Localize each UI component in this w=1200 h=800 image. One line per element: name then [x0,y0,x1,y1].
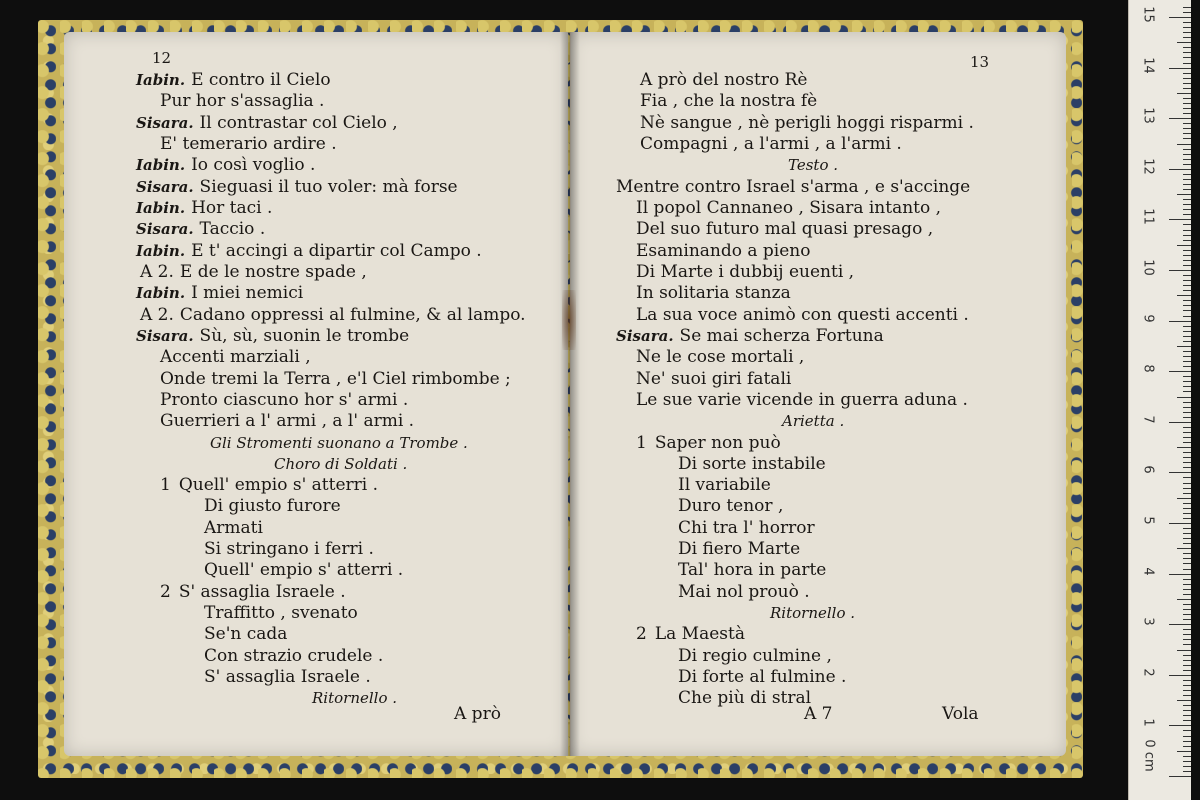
ruler-tick [1177,194,1191,195]
ruler-tick [1183,508,1191,509]
verse-line: Ne' suoi giri fatali [636,369,792,389]
ruler-tick [1183,22,1191,23]
verse-text: Onde tremi la Terra , e'l Ciel rimbombe ; [160,369,511,389]
verse-text: Quell' empio s' atterri . [178,475,379,495]
ruler-tick [1169,523,1191,524]
ruler-tick [1183,766,1191,767]
ruler-tick [1183,290,1191,291]
ruler-tick [1183,543,1191,544]
ruler-tick [1183,660,1191,661]
verse-text: I miei nemici [191,283,304,303]
ruler-tick [1177,548,1191,549]
verse-line [136,241,482,261]
gutter-stain [562,290,576,350]
ruler-tick [1183,149,1191,150]
ruler-tick [1183,83,1191,84]
ruler-tick [1183,604,1191,605]
ruler-tick [1177,599,1191,600]
verse-text: Sù, sù, suonin le trombe [199,326,410,346]
ruler-tick [1169,371,1191,372]
ruler-tick [1183,73,1191,74]
ruler-tick [1183,37,1191,38]
ruler-label: 4 [1140,566,1156,576]
verse-text: Io così voglio . [191,155,316,175]
ruler-tick [1169,17,1191,18]
verse-text: Con strazio crudele . [204,646,384,666]
verse-line: Fia , che la nostra fè [640,91,818,111]
ruler-tick [1183,736,1191,737]
ruler-tick [1183,300,1191,301]
verse-line: Del suo futuro mal quasi presago , [636,219,934,239]
verse-text: Quell' empio s' atterri . [204,560,404,580]
ruler-tick [1177,650,1191,651]
verse-line [140,262,367,282]
ruler-tick [1169,675,1191,676]
ruler-tick [1177,700,1191,701]
ruler-tick [1183,503,1191,504]
ruler-tick [1183,128,1191,129]
ruler-label: 11 [1140,208,1156,226]
ruler-tick [1183,720,1191,721]
speaker-label: Iabin. [136,199,186,217]
ruler-tick [1183,204,1191,205]
verse-line [136,113,398,133]
ruler-tick [1183,386,1191,387]
ruler-tick [1183,483,1191,484]
ruler-tick [1183,285,1191,286]
ruler-tick [1169,574,1191,575]
verse-text: La Maestà [654,624,745,644]
ruler-tick [1183,513,1191,514]
ruler-tick [1169,776,1191,777]
ruler-tick [1169,472,1191,473]
verse-line [204,496,341,516]
ruler-label: 5 [1140,516,1156,525]
ruler-label: 6 [1140,465,1156,475]
verse-text: E de le nostre spade , [179,262,367,282]
ruler-tick [1177,144,1191,145]
verse-line [616,326,884,346]
stanza-number: 2 [636,624,647,644]
speaker-label: Iabin. [136,242,186,260]
book-gutter [560,32,580,756]
ruler-label: 12 [1140,158,1156,175]
ruler-tick [1183,27,1191,28]
speaker-label: Sisara. [136,114,194,132]
signature-mark: A 7 [804,704,833,724]
ruler-label: 9 [1140,313,1156,323]
ruler-tick [1169,270,1191,271]
ruler-tick [1183,685,1191,686]
left-page-number: 12 [152,49,172,67]
ruler-tick [1183,533,1191,534]
verse-line [136,326,409,346]
verse-line: Duro tenor , [678,496,784,516]
ruler-tick [1183,746,1191,747]
ruler-tick [1183,457,1191,458]
section-heading: Choro di Soldati . [274,455,408,473]
verse-text: Taccio . [199,219,266,239]
verse-line [204,518,263,538]
ruler-tick [1183,184,1191,185]
ruler-tick [1183,690,1191,691]
verse-line [160,347,311,367]
ruler-tick [1183,639,1191,640]
ruler-tick [1183,108,1191,109]
ruler-label: 3 [1140,617,1156,626]
ruler-tick [1183,159,1191,160]
verse-text: S' assaglia Israele . [204,667,371,687]
verse-line [136,70,331,90]
verse-line: In solitaria stanza [636,283,791,303]
ruler-tick [1183,710,1191,711]
ruler-tick [1183,594,1191,595]
ruler-tick [1183,78,1191,79]
section-heading: Arietta . [782,412,845,430]
ruler-tick [1183,665,1191,666]
ruler-tick [1183,305,1191,306]
ruler-tick [1183,634,1191,635]
verse-line: Di fiero Marte [678,539,801,559]
ruler-label: 14 [1140,56,1156,74]
ruler-tick [1183,407,1191,408]
ruler-tick [1183,644,1191,645]
ruler-tick [1183,437,1191,438]
speaker-label: Iabin. [136,284,186,302]
ruler-tick [1169,725,1191,726]
ruler-tick [1183,467,1191,468]
verse-line: La sua voce animò con questi accenti . [636,305,969,325]
verse-text: Si stringano i ferri . [204,539,374,559]
verse-line [160,475,378,495]
ruler-tick [1183,52,1191,53]
verse-line: Di sorte instabile [678,454,826,474]
ruler-tick [1183,756,1191,757]
verse-text: Traffitto , svenato [204,603,358,623]
verse-line [136,198,272,218]
ruler-tick [1183,280,1191,281]
ritornello-label: Ritornello . [770,604,856,622]
ruler-tick [1183,563,1191,564]
verse-text: E' temerario ardire . [160,134,337,154]
ruler-tick [1169,219,1191,220]
ruler-tick [1183,98,1191,99]
ruler-tick [1183,361,1191,362]
ruler-tick [1183,88,1191,89]
verse-line: Mentre contro Israel s'arma , e s'accinge [616,177,971,197]
verse-text: Di giusto furore [204,496,341,516]
ruler-tick [1183,619,1191,620]
ruler-tick [1183,427,1191,428]
ruler-tick [1183,391,1191,392]
ruler-tick [1183,179,1191,180]
verse-text: Guerrieri a l' armi , a l' armi . [160,411,415,431]
speaker-label: Sisara. [136,327,194,345]
ruler-tick [1183,235,1191,236]
ruler-label: 15 [1140,6,1156,23]
ruler-label: 8 [1140,364,1156,373]
stage-direction: Gli Stromenti suonano a Trombe . [210,434,468,452]
ruler-tick [1183,670,1191,671]
verse-line: Di forte al fulmine . [678,667,847,687]
verse-line [136,155,315,175]
verse-line: A prò del nostro Rè [640,70,808,90]
verse-line: Tal' hora in parte [678,560,827,580]
ruler-tick [1177,245,1191,246]
verse-line: Compagni , a l'armi , a l'armi . [640,134,902,154]
verse-text: Pur hor s'assaglia . [160,91,325,111]
verse-line [636,433,781,453]
verse-line: Di Marte i dubbij euenti , [636,262,855,282]
ruler-tick [1183,47,1191,48]
verse-text: Il contrastar col Cielo , [199,113,398,133]
ruler-label: 0 cm [1141,739,1157,772]
ruler-tick [1177,447,1191,448]
ruler-tick [1183,715,1191,716]
ruler-tick [1183,553,1191,554]
verse-line [136,177,458,197]
ruler-tick [1183,771,1191,772]
verse-line [160,582,346,602]
ritornello-label: Ritornello . [312,689,398,707]
ruler-label: 7 [1140,415,1156,424]
ruler-tick [1177,346,1191,347]
ruler-tick [1183,138,1191,139]
verse-line: Mai nol prouò . [678,582,810,602]
ruler-tick [1183,113,1191,114]
ruler-tick [1183,356,1191,357]
speaker-label: A 2. [140,262,174,282]
verse-text: Sieguasi il tuo voler: mà forse [199,177,458,197]
ruler-tick [1183,417,1191,418]
section-heading: Testo . [788,156,839,174]
ruler-tick [1183,103,1191,104]
ruler-tick [1183,442,1191,443]
verse-text: Hor taci . [191,198,273,218]
verse-line [160,91,324,111]
ruler-tick [1183,63,1191,64]
verse-line [140,305,526,325]
ruler-tick [1177,397,1191,398]
verse-line [136,283,303,303]
ruler-tick [1177,42,1191,43]
ruler-tick [1183,164,1191,165]
ruler-label: 10 [1140,259,1156,276]
ruler-tick [1183,260,1191,261]
ruler-tick [1183,32,1191,33]
ruler-tick [1183,376,1191,377]
ruler-tick [1183,629,1191,630]
verse-line: Il variabile [678,475,771,495]
ruler-tick [1183,174,1191,175]
verse-text: Cadano oppressi al fulmine, & al lampo. [179,305,526,325]
verse-line: Nè sangue , nè perigli hoggi risparmi . [640,113,974,133]
ruler-tick [1183,761,1191,762]
stanza-number: 1 [160,475,171,495]
catchword: Vola [942,704,979,724]
ruler-tick [1183,462,1191,463]
ruler-tick [1183,199,1191,200]
ruler-tick [1183,488,1191,489]
ruler-tick [1183,209,1191,210]
ruler-tick [1183,366,1191,367]
ruler-tick [1183,57,1191,58]
ruler-tick [1169,68,1191,69]
ruler-tick [1183,240,1191,241]
speaker-label: A 2. [140,305,174,325]
ruler-tick [1183,432,1191,433]
verse-text: Se mai scherza Fortuna [679,326,884,346]
verse-line [204,560,403,580]
ruler-tick [1169,422,1191,423]
verse-text: Accenti marziali , [160,347,311,367]
verse-line [204,624,287,644]
ruler-tick [1183,275,1191,276]
ruler-tick [1183,518,1191,519]
measurement-ruler [1128,0,1191,800]
verse-line [160,390,408,410]
verse-line [160,369,511,389]
verse-line [204,539,374,559]
ruler-tick [1183,214,1191,215]
speaker-label: Sisara. [136,178,194,196]
ruler-tick [1183,316,1191,317]
ruler-tick [1183,123,1191,124]
ruler-tick [1183,528,1191,529]
ruler-tick [1183,154,1191,155]
verse-text: Saper non può [654,433,781,453]
ruler-tick [1183,569,1191,570]
verse-line [160,134,337,154]
verse-text: Pronto ciascuno hor s' armi . [160,390,409,410]
verse-line: Le sue varie vicende in guerra aduna . [636,390,968,410]
ruler-tick [1183,730,1191,731]
verse-line [636,624,745,644]
ruler-tick [1183,493,1191,494]
ruler-tick [1183,326,1191,327]
ruler-tick [1183,558,1191,559]
ruler-tick [1183,230,1191,231]
verse-line [204,603,358,623]
ruler-tick [1183,7,1191,8]
ruler-tick [1183,331,1191,332]
ruler-tick [1177,498,1191,499]
ruler-tick [1183,265,1191,266]
ruler-tick [1183,705,1191,706]
ruler-tick [1183,341,1191,342]
verse-line: Di regio culmine , [678,646,832,666]
ruler-tick [1183,412,1191,413]
speaker-label: Iabin. [136,156,186,174]
ruler-tick [1183,250,1191,251]
ruler-tick [1177,751,1191,752]
ruler-tick [1183,538,1191,539]
ruler-tick [1183,255,1191,256]
ruler-tick [1183,579,1191,580]
ruler-tick [1183,452,1191,453]
ruler-tick [1183,609,1191,610]
ruler-label: 1 [1140,718,1156,728]
ruler-tick [1183,189,1191,190]
catchword: A prò [454,704,501,724]
verse-line [204,667,371,687]
verse-line: Che più di stral [678,688,812,708]
ruler-tick [1183,310,1191,311]
verse-line [136,219,265,239]
ruler-tick [1183,695,1191,696]
ruler-tick [1183,589,1191,590]
speaker-label: Iabin. [136,71,186,89]
verse-line: Chi tra l' horror [678,518,815,538]
ruler-tick [1183,12,1191,13]
ruler-label: 2 [1140,668,1156,677]
ruler-tick [1183,351,1191,352]
verse-line [160,411,414,431]
ruler-tick [1169,624,1191,625]
right-page-number: 13 [970,53,990,71]
ruler-tick [1169,118,1191,119]
verse-text: E contro il Cielo [191,70,331,90]
verse-text: Se'n cada [204,624,288,644]
ruler-tick [1169,321,1191,322]
ruler-tick [1183,741,1191,742]
ruler-tick [1183,614,1191,615]
verse-line: Ne le cose mortali , [636,347,805,367]
verse-text: Armati [204,518,263,538]
stanza-number: 2 [160,582,171,602]
ruler-label: 13 [1140,107,1156,124]
verse-text: E t' accingi a dipartir col Campo . [191,241,482,261]
verse-text: S' assaglia Israele . [178,582,346,602]
ruler-tick [1183,680,1191,681]
verse-line [204,646,383,666]
ruler-tick [1177,295,1191,296]
ruler-tick [1183,336,1191,337]
ruler-tick [1183,381,1191,382]
ruler-tick [1183,224,1191,225]
verse-line: Il popol Cannaneo , Sisara intanto , [636,198,942,218]
ruler-tick [1183,402,1191,403]
ruler-tick [1183,477,1191,478]
ruler-tick [1183,584,1191,585]
ruler-tick [1177,93,1191,94]
ruler-tick [1169,169,1191,170]
speaker-label: Sisara. [136,220,194,238]
speaker-label: Sisara. [616,327,674,345]
ruler-tick [1183,655,1191,656]
ruler-tick [1183,133,1191,134]
verse-line: Esaminando a pieno [636,241,811,261]
stanza-number: 1 [636,433,647,453]
